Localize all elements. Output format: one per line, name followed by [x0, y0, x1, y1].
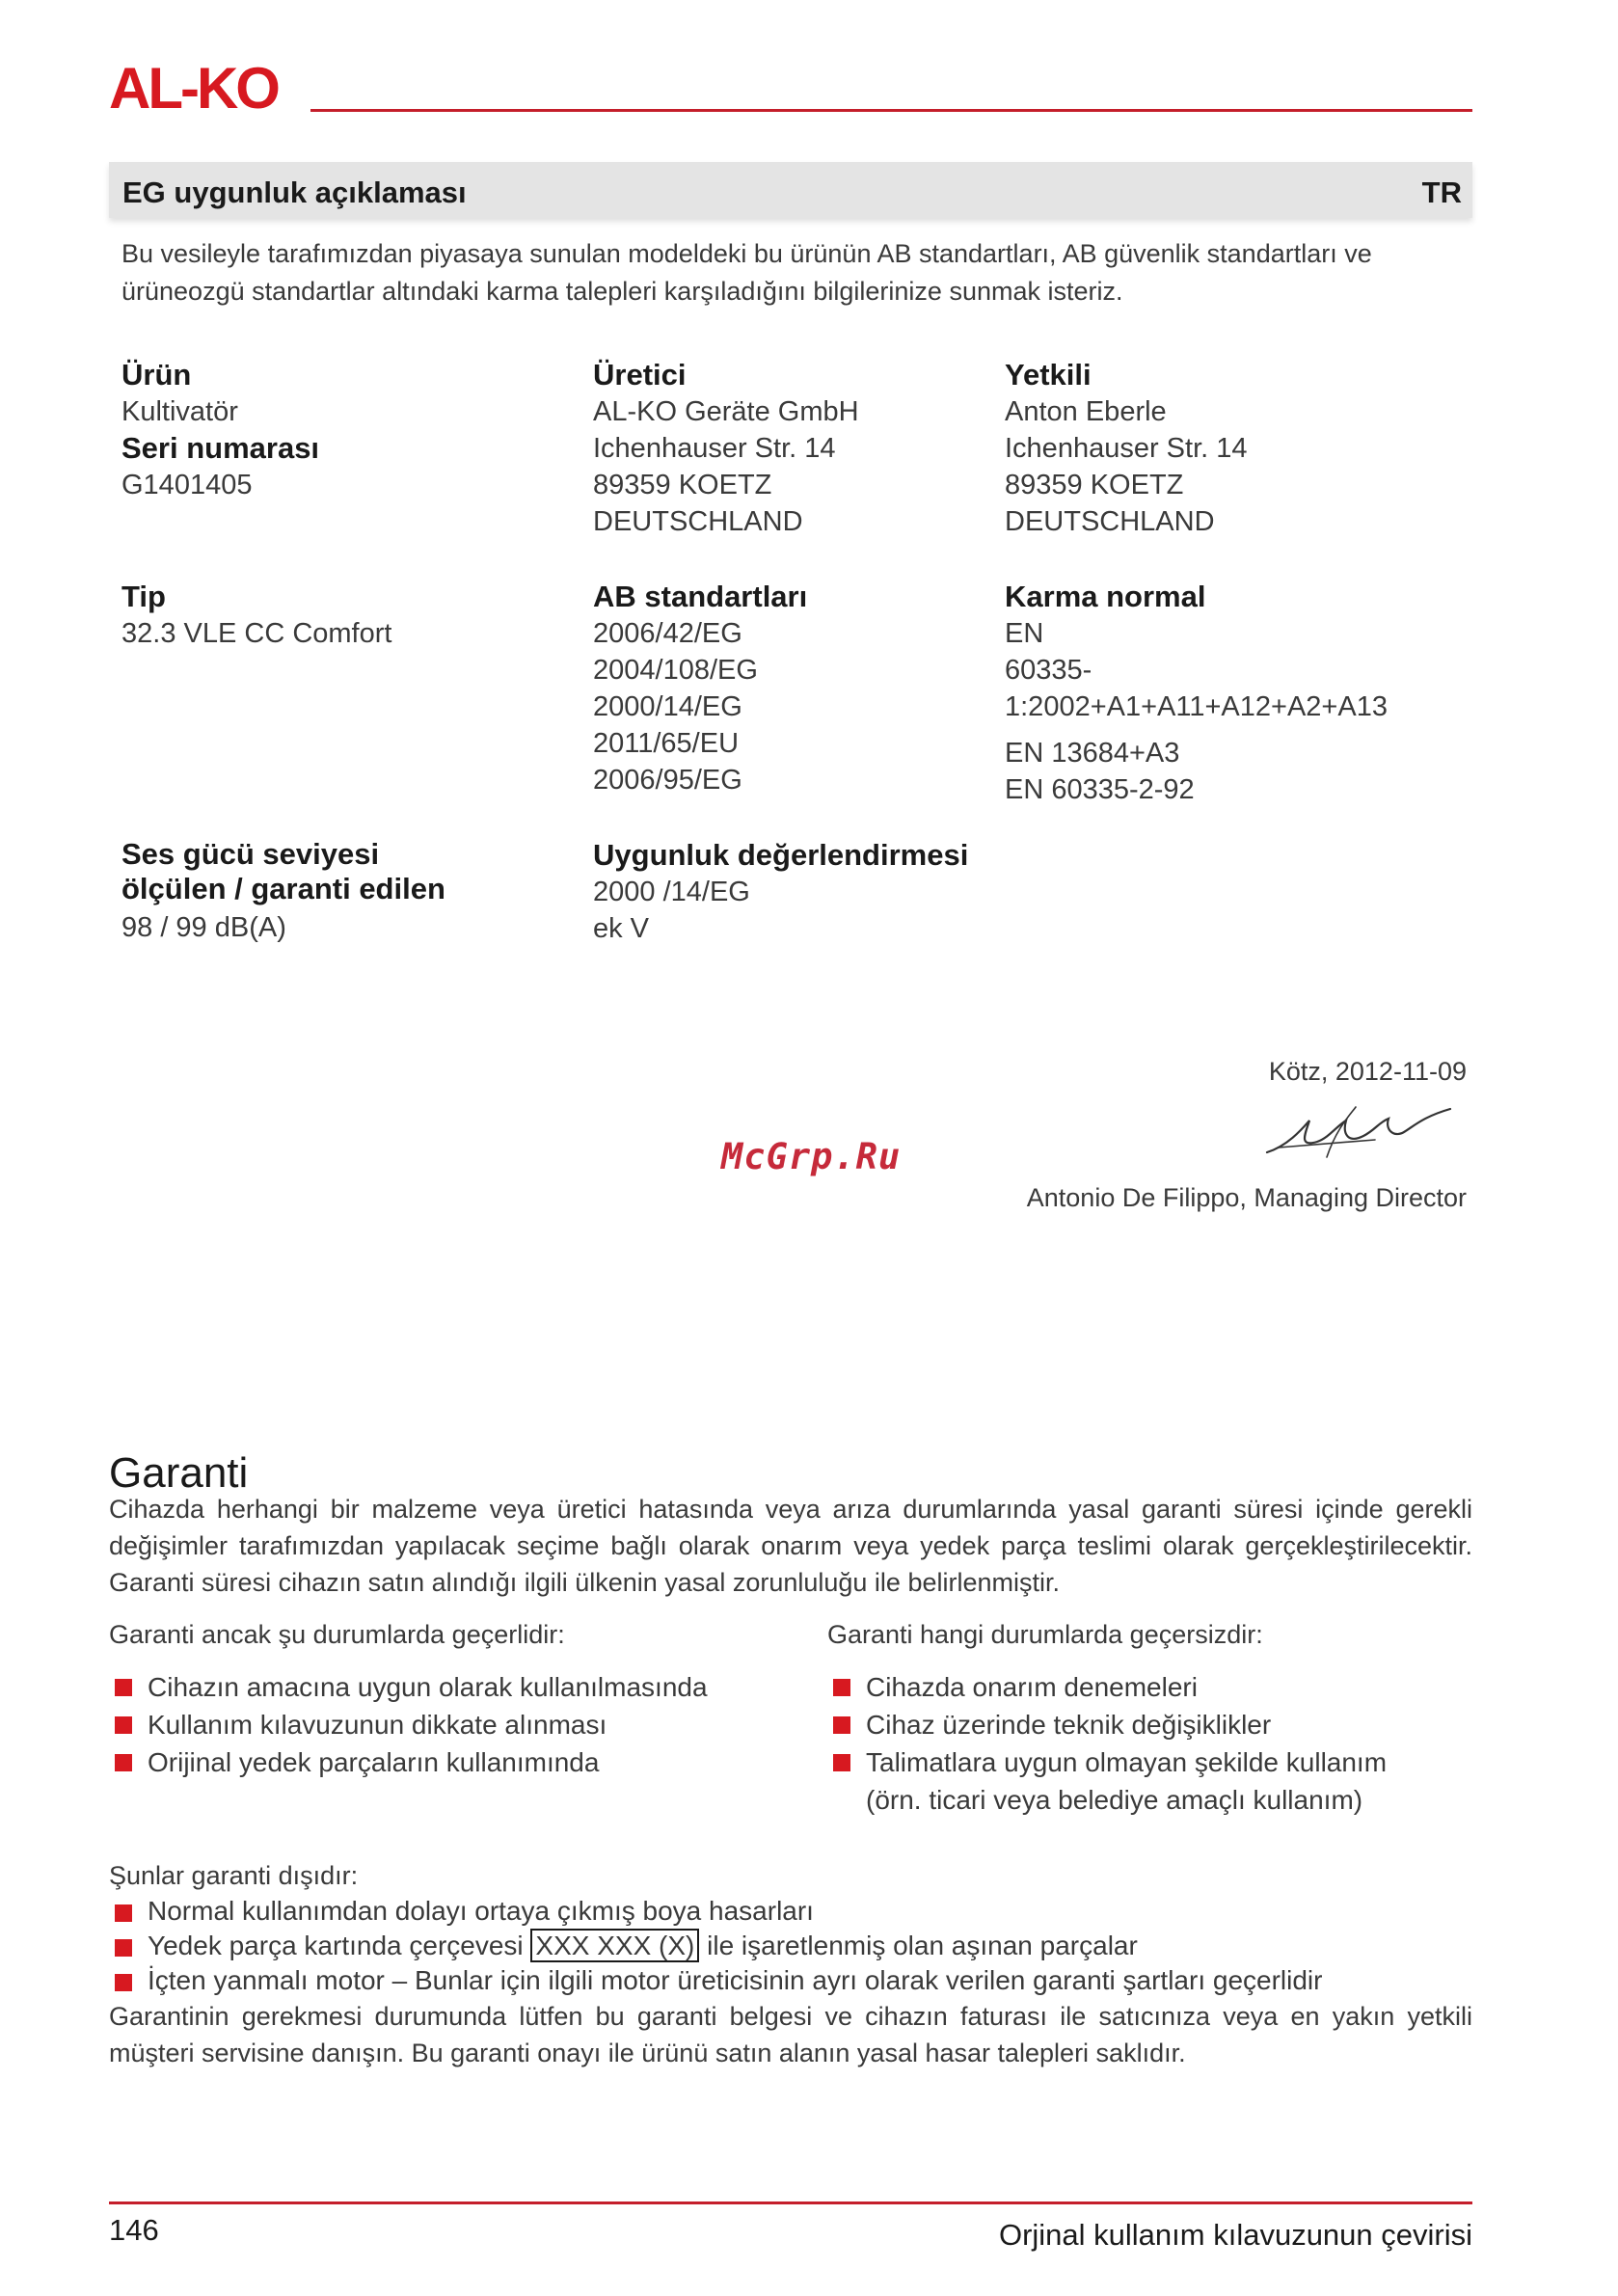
section-title: EG uygunluk açıklaması	[122, 176, 467, 209]
excluded-heading: Şunlar garanti dışıdır:	[109, 1861, 359, 1890]
list-item: Cihaz üzerinde teknik değişiklikler	[827, 1706, 1473, 1743]
language-code: TR	[1421, 176, 1462, 209]
product-value: Kultivatör	[121, 396, 238, 427]
norm-value: EN 13684+A3	[1005, 738, 1180, 769]
norm-value: EN 60335-2-92	[1005, 774, 1195, 805]
watermark: McGrp.Ru	[721, 1136, 902, 1177]
authorized-column	[1005, 357, 1468, 540]
ab-standard: 2011/65/EU	[593, 728, 740, 759]
list-item-note: (örn. ticari veya belediye amaçlı kullanım)	[866, 1785, 1363, 1815]
sound-label-2: ölçülen / garanti edilen	[121, 872, 445, 905]
list-item: Yedek parça kartında çerçevesi XXX XXX (X) ile işaretlenmiş olan aşınan parçalar	[109, 1929, 1472, 1963]
ab-standard: 2006/95/EG	[593, 765, 742, 796]
type-block	[121, 579, 565, 652]
ab-standard: 2006/42/EG	[593, 618, 742, 649]
bullet-square-icon	[115, 1679, 132, 1696]
bullet-square-icon	[115, 1904, 132, 1922]
alko-logo: AL-KO	[109, 56, 278, 121]
valid-heading: Garanti ancak şu durumlarda geçerlidir:	[109, 1620, 565, 1649]
bullet-square-icon	[115, 1716, 132, 1734]
manufacturer-column	[593, 357, 998, 540]
authorized-line: Ichenhauser Str. 14	[1005, 433, 1248, 464]
norms-label: Karma normal	[1005, 580, 1206, 613]
ab-standard: 2004/108/EG	[593, 655, 758, 686]
authorized-line: Anton Eberle	[1005, 396, 1167, 427]
bullet-square-icon	[833, 1679, 850, 1696]
garanti-title: Garanti	[109, 1449, 249, 1497]
list-item: Normal kullanımdan dolayı ortaya çıkmış boya hasarları	[109, 1894, 1472, 1929]
norm-value: 60335-1:2002+A1+A11+A12+A2+A13	[1005, 655, 1388, 722]
part-code-box: XXX XXX (X)	[530, 1929, 699, 1962]
type-label: Tip	[121, 580, 166, 613]
sound-value: 98 / 99 dB(A)	[121, 912, 286, 943]
valid-conditions	[109, 1616, 784, 1781]
excluded-block	[109, 1857, 1472, 2071]
list-item: Cihazın amacına uygun olarak kullanılmasında	[109, 1668, 784, 1706]
list-item: İçten yanmalı motor – Bunlar için ilgili motor üreticisinin ayrı olarak verilen garanti şartları geçerlidir	[109, 1963, 1472, 1998]
bullet-square-icon	[833, 1754, 850, 1771]
bullet-square-icon	[833, 1716, 850, 1734]
page-number: 146	[109, 2213, 159, 2247]
assessment-block	[593, 837, 1037, 947]
manufacturer-line: DEUTSCHLAND	[593, 506, 803, 537]
product-label: Ürün	[121, 358, 192, 392]
garanti-intro: Cihazda herhangi bir malzeme veya üretici hatasında veya arıza durumlarında yasal garanti süresi içinde gerekli değişimler tarafımızdan yapılacak seçime bağlı olarak onarım veya yedek parça teslimi olarak gerçekleştirilecektir. Garanti süresi cihazın satın alındığı ilgili ülkenin yasal zorunluluğu ile belirlenmiştir.	[109, 1495, 1472, 1597]
authorized-line: 89359 KOETZ	[1005, 470, 1184, 500]
list-item: Orijinal yedek parçaların kullanımında	[109, 1743, 784, 1781]
list-item: Talimatlara uygun olmayan şekilde kullanım	[827, 1743, 1473, 1781]
footer-rule	[109, 2201, 1472, 2204]
header-rule	[310, 109, 1472, 112]
authorized-line: DEUTSCHLAND	[1005, 506, 1215, 537]
list-item: Cihazda onarım denemeleri	[827, 1668, 1473, 1706]
intro-text: Bu vesileyle tarafımızdan piyasaya sunulan modeldeki bu ürünün AB standartları, AB güvenlik standartları ve ürüneozgü standartlar altındaki karma talepleri karşıladığını bilgilerinize sunmak isteriz.	[121, 239, 1372, 306]
bullet-square-icon	[115, 1754, 132, 1771]
manufacturer-line: AL-KO Geräte GmbH	[593, 396, 859, 427]
authorized-label: Yetkili	[1005, 358, 1092, 392]
place-date: Kötz, 2012-11-09	[1268, 1057, 1467, 1086]
footer-title: Orjinal kullanım kılavuzunun çevirisi	[998, 2218, 1472, 2252]
signatory-name: Antonio De Filippo, Managing Director	[1026, 1183, 1467, 1212]
serial-value: G1401405	[121, 470, 253, 500]
manufacturer-line: Ichenhauser Str. 14	[593, 433, 836, 464]
signature-image	[1259, 1099, 1462, 1167]
invalid-conditions	[827, 1616, 1473, 1819]
ab-standards-block	[593, 579, 998, 798]
ab-standards-label: AB standartları	[593, 580, 808, 613]
assessment-label: Uygunluk değerlendirmesi	[593, 838, 969, 872]
sound-block	[121, 837, 584, 945]
garanti-closing: Garantinin gerekmesi durumunda lütfen bu garanti belgesi ve cihazın faturası ile satıcınıza veya en yakın yetkili müşteri servisine danışın. Bu garanti onayı ile ürünü satın alanın yasal hasar talepleri saklıdır.	[109, 2002, 1472, 2067]
ab-standard: 2000/14/EG	[593, 691, 742, 722]
norm-value: EN	[1005, 618, 1044, 649]
serial-label: Seri numarası	[121, 431, 320, 465]
invalid-heading: Garanti hangi durumlarda geçersizdir:	[827, 1620, 1263, 1649]
type-value: 32.3 VLE CC Comfort	[121, 618, 392, 649]
assessment-value: 2000 /14/EG	[593, 877, 750, 907]
sound-label-1: Ses gücü seviyesi	[121, 837, 380, 871]
list-item: Kullanım kılavuzunun dikkate alınması	[109, 1706, 784, 1743]
manufacturer-line: 89359 KOETZ	[593, 470, 772, 500]
norms-block	[1005, 579, 1468, 808]
manufacturer-label: Üretici	[593, 358, 687, 392]
assessment-value: ek V	[593, 913, 650, 944]
bullet-square-icon	[115, 1939, 132, 1957]
product-column	[121, 357, 565, 503]
bullet-square-icon	[115, 1974, 132, 1991]
